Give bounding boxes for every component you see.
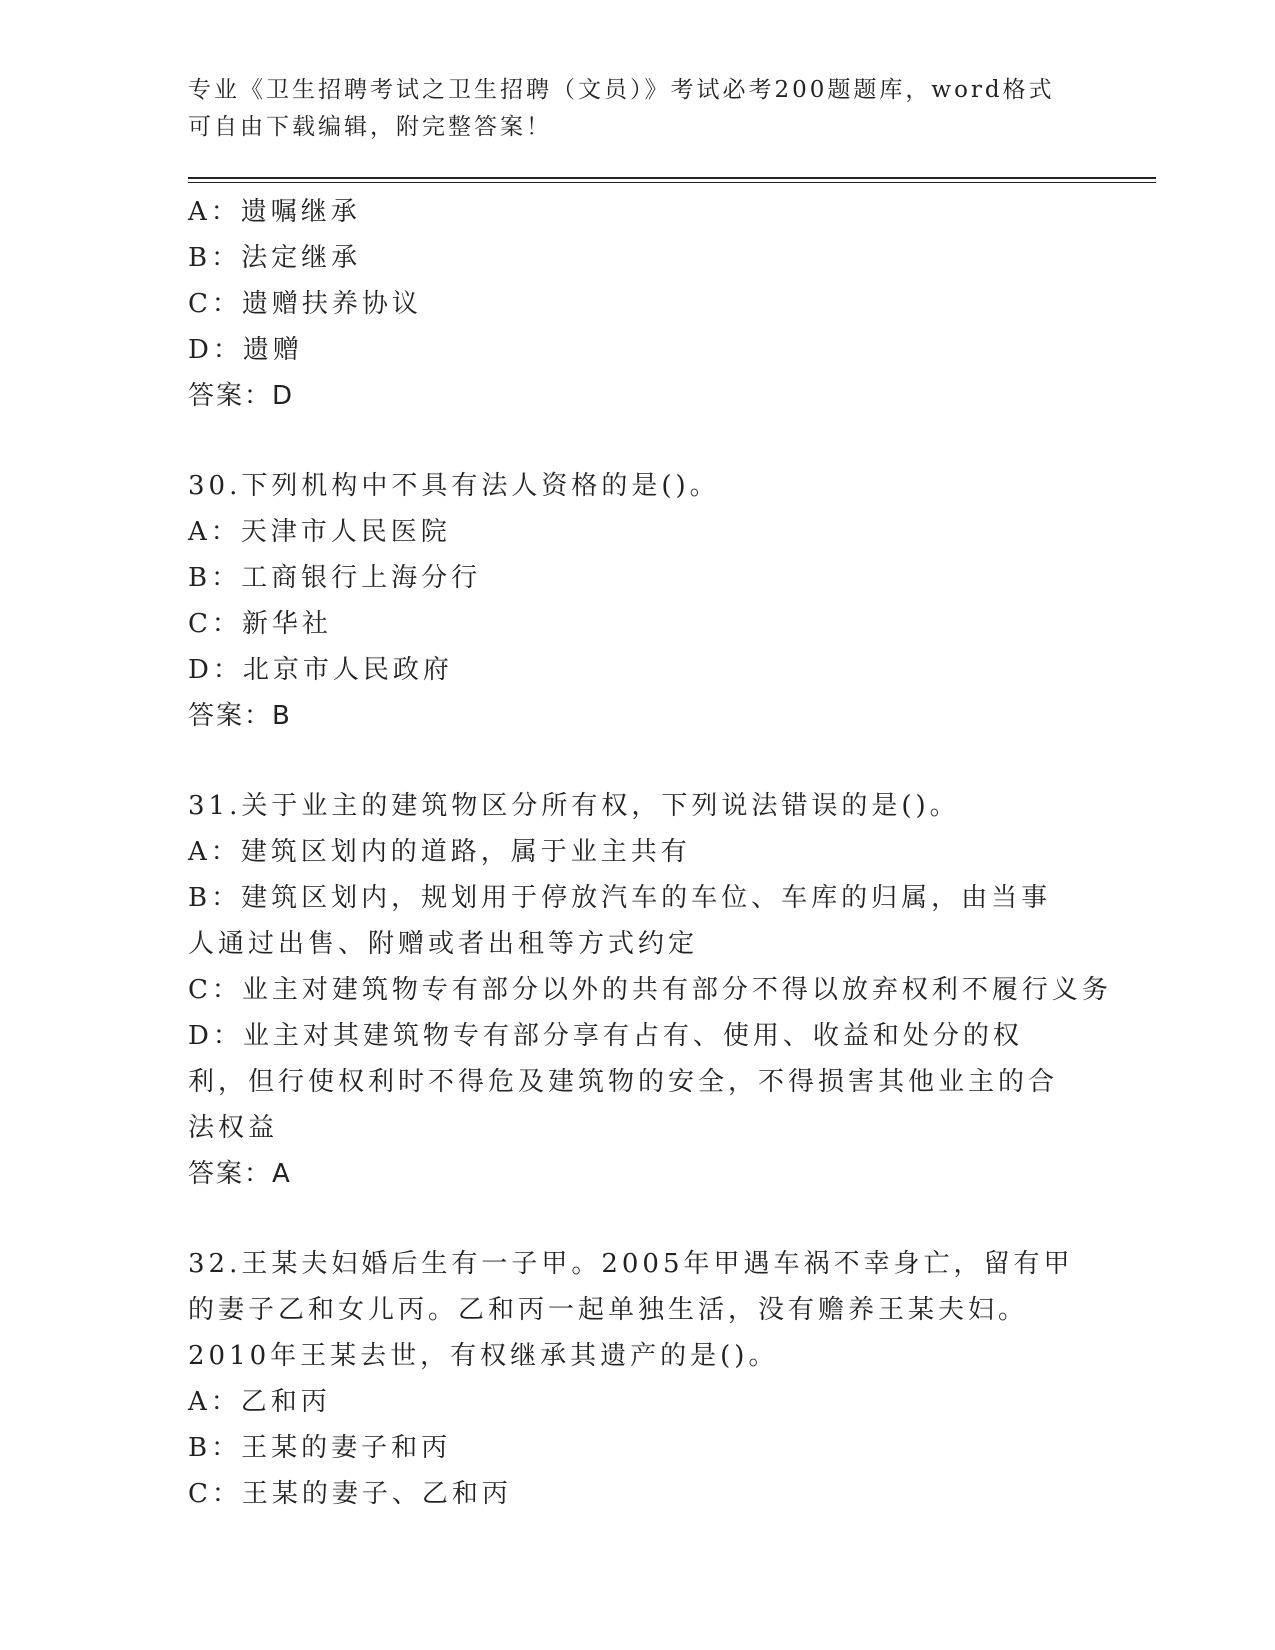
spacer — [188, 1197, 1088, 1241]
option-d: D：北京市人民政府 — [188, 655, 453, 685]
question-content — [188, 189, 1112, 1517]
option-b: B：建筑区划内，规划用于停放汽车的车位、车库的归属，由当事人通过出售、附赠或者出租等方式约定 — [188, 883, 1052, 959]
answer-line: 答案：A — [188, 1159, 292, 1189]
question-stem: 32.王某夫妇婚后生有一子甲。2005年甲遇车祸不幸身亡，留有甲的妻子乙和女儿丙。乙和丙一起单独生活，没有赡养王某夫妇。2010年王某去世，有权继承其遗产的是()。 — [188, 1249, 1074, 1371]
header-divider-thin — [188, 182, 1156, 183]
option-a: A：乙和丙 — [188, 1387, 331, 1417]
spacer — [188, 739, 1088, 783]
option-b: B：法定继承 — [188, 243, 362, 273]
document-header: 专业《卫生招聘考试之卫生招聘（文员）》考试必考200题题库，word格式可自由下载编辑，附完整答案！ — [188, 77, 1055, 140]
option-b: B：王某的妻子和丙 — [188, 1433, 452, 1463]
spacer — [188, 419, 1088, 463]
question-stem: 30.下列机构中不具有法人资格的是()。 — [188, 471, 720, 501]
option-d: D：遗赠 — [188, 335, 303, 365]
question-block-continued — [188, 189, 1088, 419]
option-d: D：业主对其建筑物专有部分享有占有、使用、收益和处分的权利，但行使权利时不得危及建筑物的安全，不得损害其他业主的合法权益 — [188, 1021, 1059, 1143]
question-30 — [188, 463, 1088, 739]
option-b: B：工商银行上海分行 — [188, 563, 482, 593]
question-32 — [188, 1241, 1088, 1517]
option-a: A：建筑区划内的道路，属于业主共有 — [188, 837, 691, 867]
option-c: C：遗赠扶养协议 — [188, 289, 422, 319]
option-c: C：王某的妻子、乙和丙 — [188, 1479, 512, 1509]
option-a: A：天津市人民医院 — [188, 517, 451, 547]
option-c: C：业主对建筑物专有部分以外的共有部分不得以放弃权利不履行义务 — [188, 975, 1112, 1005]
question-31 — [188, 783, 1112, 1197]
answer-line: 答案：D — [188, 381, 295, 411]
question-stem: 31.关于业主的建筑物区分所有权，下列说法错误的是()。 — [188, 791, 960, 821]
answer-line: 答案：B — [188, 701, 292, 731]
option-c: C：新华社 — [188, 609, 332, 639]
option-a: A：遗嘱继承 — [188, 197, 361, 227]
header-divider-thick — [188, 177, 1156, 179]
